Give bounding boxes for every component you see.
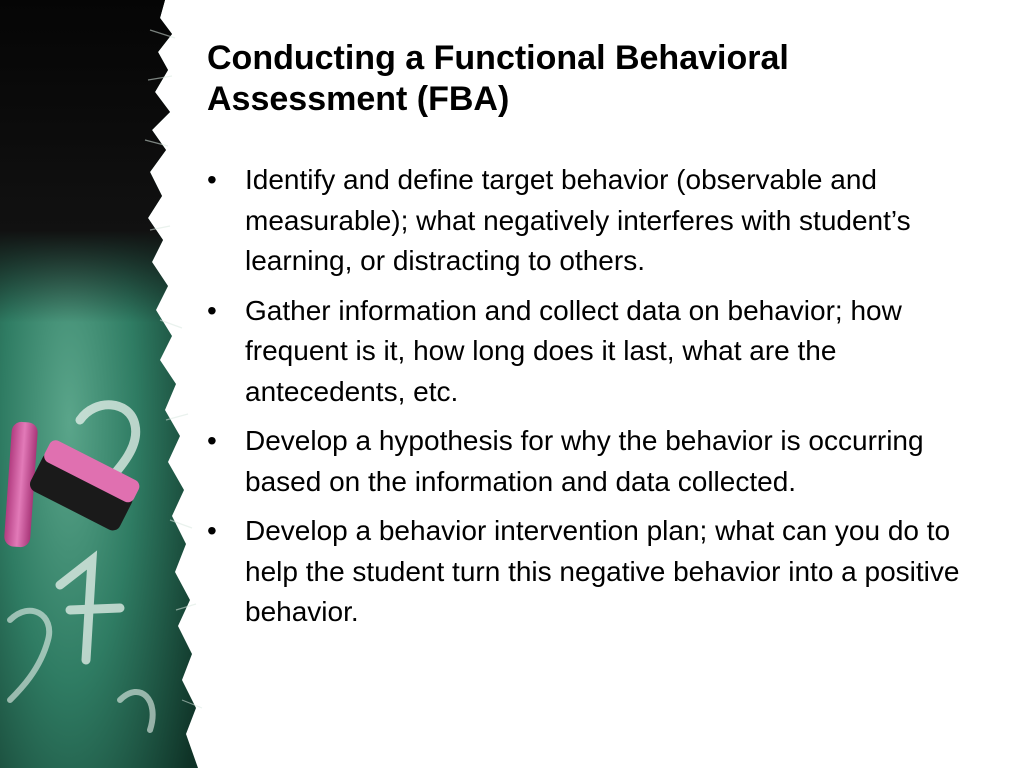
bullet-marker: • [207,425,217,456]
slide-content [207,38,997,642]
bullet-item [207,291,997,413]
bullet-text: Develop a hypothesis for why the behavior is occurring based on the information and data collected. [245,425,924,497]
bullet-marker: • [207,164,217,195]
bullet-item [207,160,997,282]
bullet-text: Gather information and collect data on behavior; how frequent is it, how long does it last, what are the antecedents, etc. [245,294,902,407]
bullet-text: Develop a behavior intervention plan; what can you do to help the student turn this negative behavior into a positive behavior. [245,515,960,627]
bullet-item [207,511,997,633]
slide-title [207,38,997,120]
bullet-list [207,160,997,633]
bullet-marker: • [207,294,217,326]
chalkboard-image [0,0,240,768]
bullet-item [207,421,997,502]
title-line-1: Conducting a Functional Behavioral [207,39,789,77]
bullet-text: Identify and define target behavior (observable and measurable); what negatively interferes with student’s learning, or distracting to others. [245,164,911,276]
bullet-marker: • [207,515,217,546]
title-line-2: Assessment (FBA) [207,80,510,118]
